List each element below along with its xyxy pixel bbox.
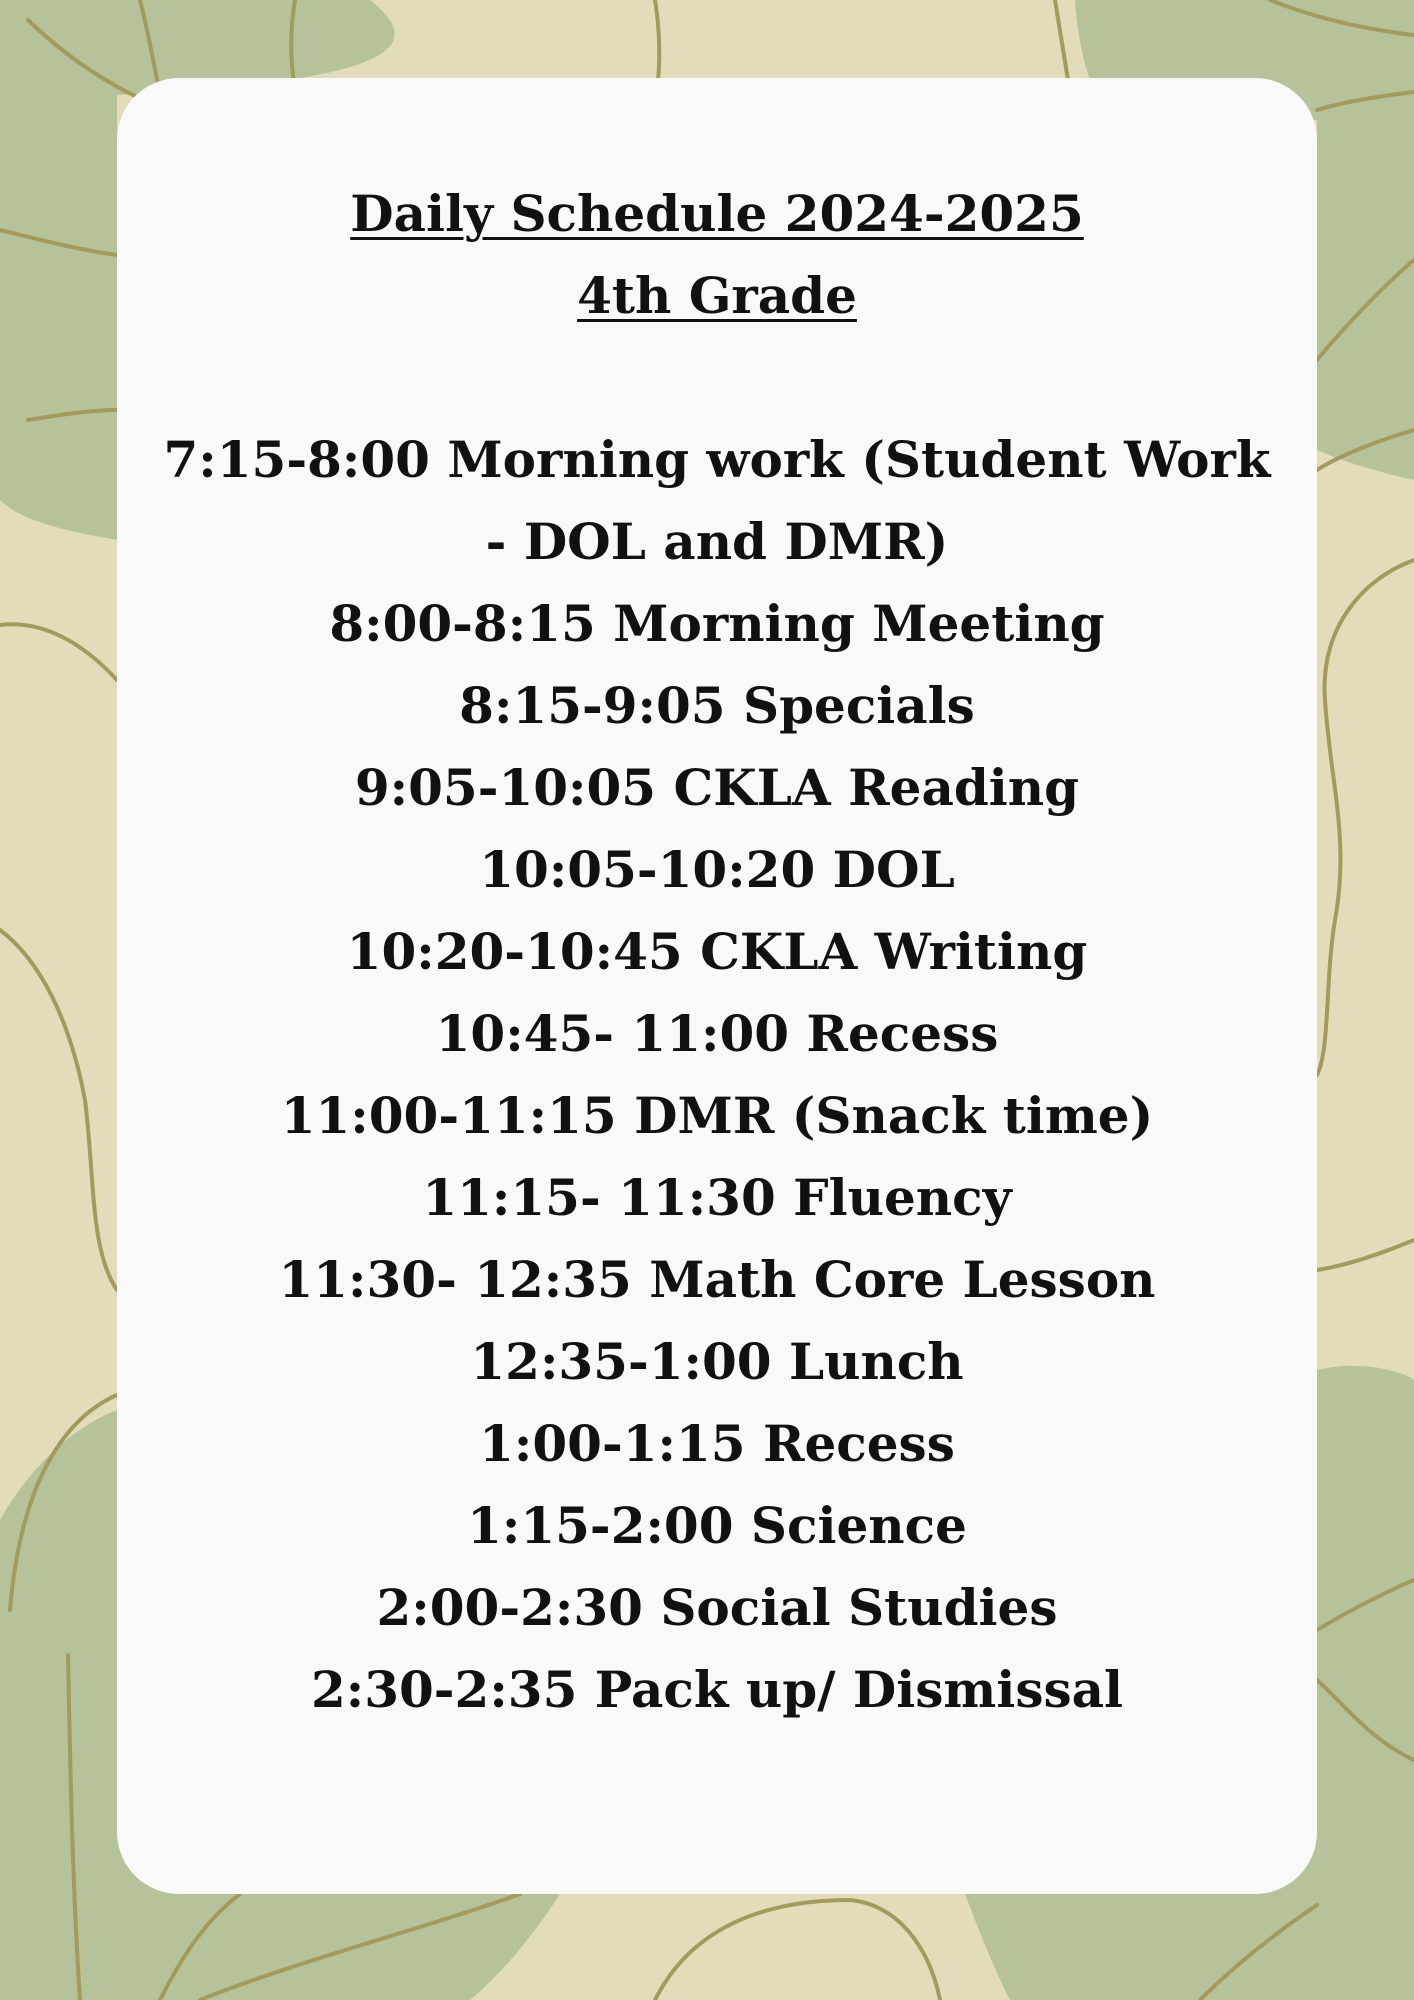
schedule-card [117,78,1317,1894]
schedule-item: 2:30-2:35 Pack up/ Dismissal [310,1660,1124,1719]
schedule-item: 11:30- 12:35 Math Core Lesson [278,1250,1156,1309]
schedule-item: 11:00-11:15 DMR (Snack time) [280,1086,1154,1145]
schedule-item: 1:15-2:00 Science [467,1496,967,1555]
schedule-item: 8:15-9:05 Specials [459,676,975,735]
schedule-item: 2:00-2:30 Social Studies [376,1578,1058,1637]
title-line-year: Daily Schedule 2024-2025 [350,184,1084,243]
schedule-item: 11:15- 11:30 Fluency [422,1168,1012,1227]
schedule-item: 12:35-1:00 Lunch [470,1332,964,1391]
title-line-grade: 4th Grade [577,266,857,325]
schedule-item: 10:05-10:20 DOL [479,840,955,899]
schedule-item: 1:00-1:15 Recess [479,1414,955,1473]
schedule-item: 9:05-10:05 CKLA Reading [354,758,1080,817]
schedule-item: 10:20-10:45 CKLA Writing [346,922,1088,981]
schedule-title [117,173,1317,337]
schedule-item: 10:45- 11:00 Recess [435,1004,999,1063]
schedule-item: 8:00-8:15 Morning Meeting [329,594,1105,653]
schedule-list [162,419,1272,1731]
schedule-item: 7:15-8:00 Morning work (Student Work - DOL and DMR) [163,430,1271,571]
